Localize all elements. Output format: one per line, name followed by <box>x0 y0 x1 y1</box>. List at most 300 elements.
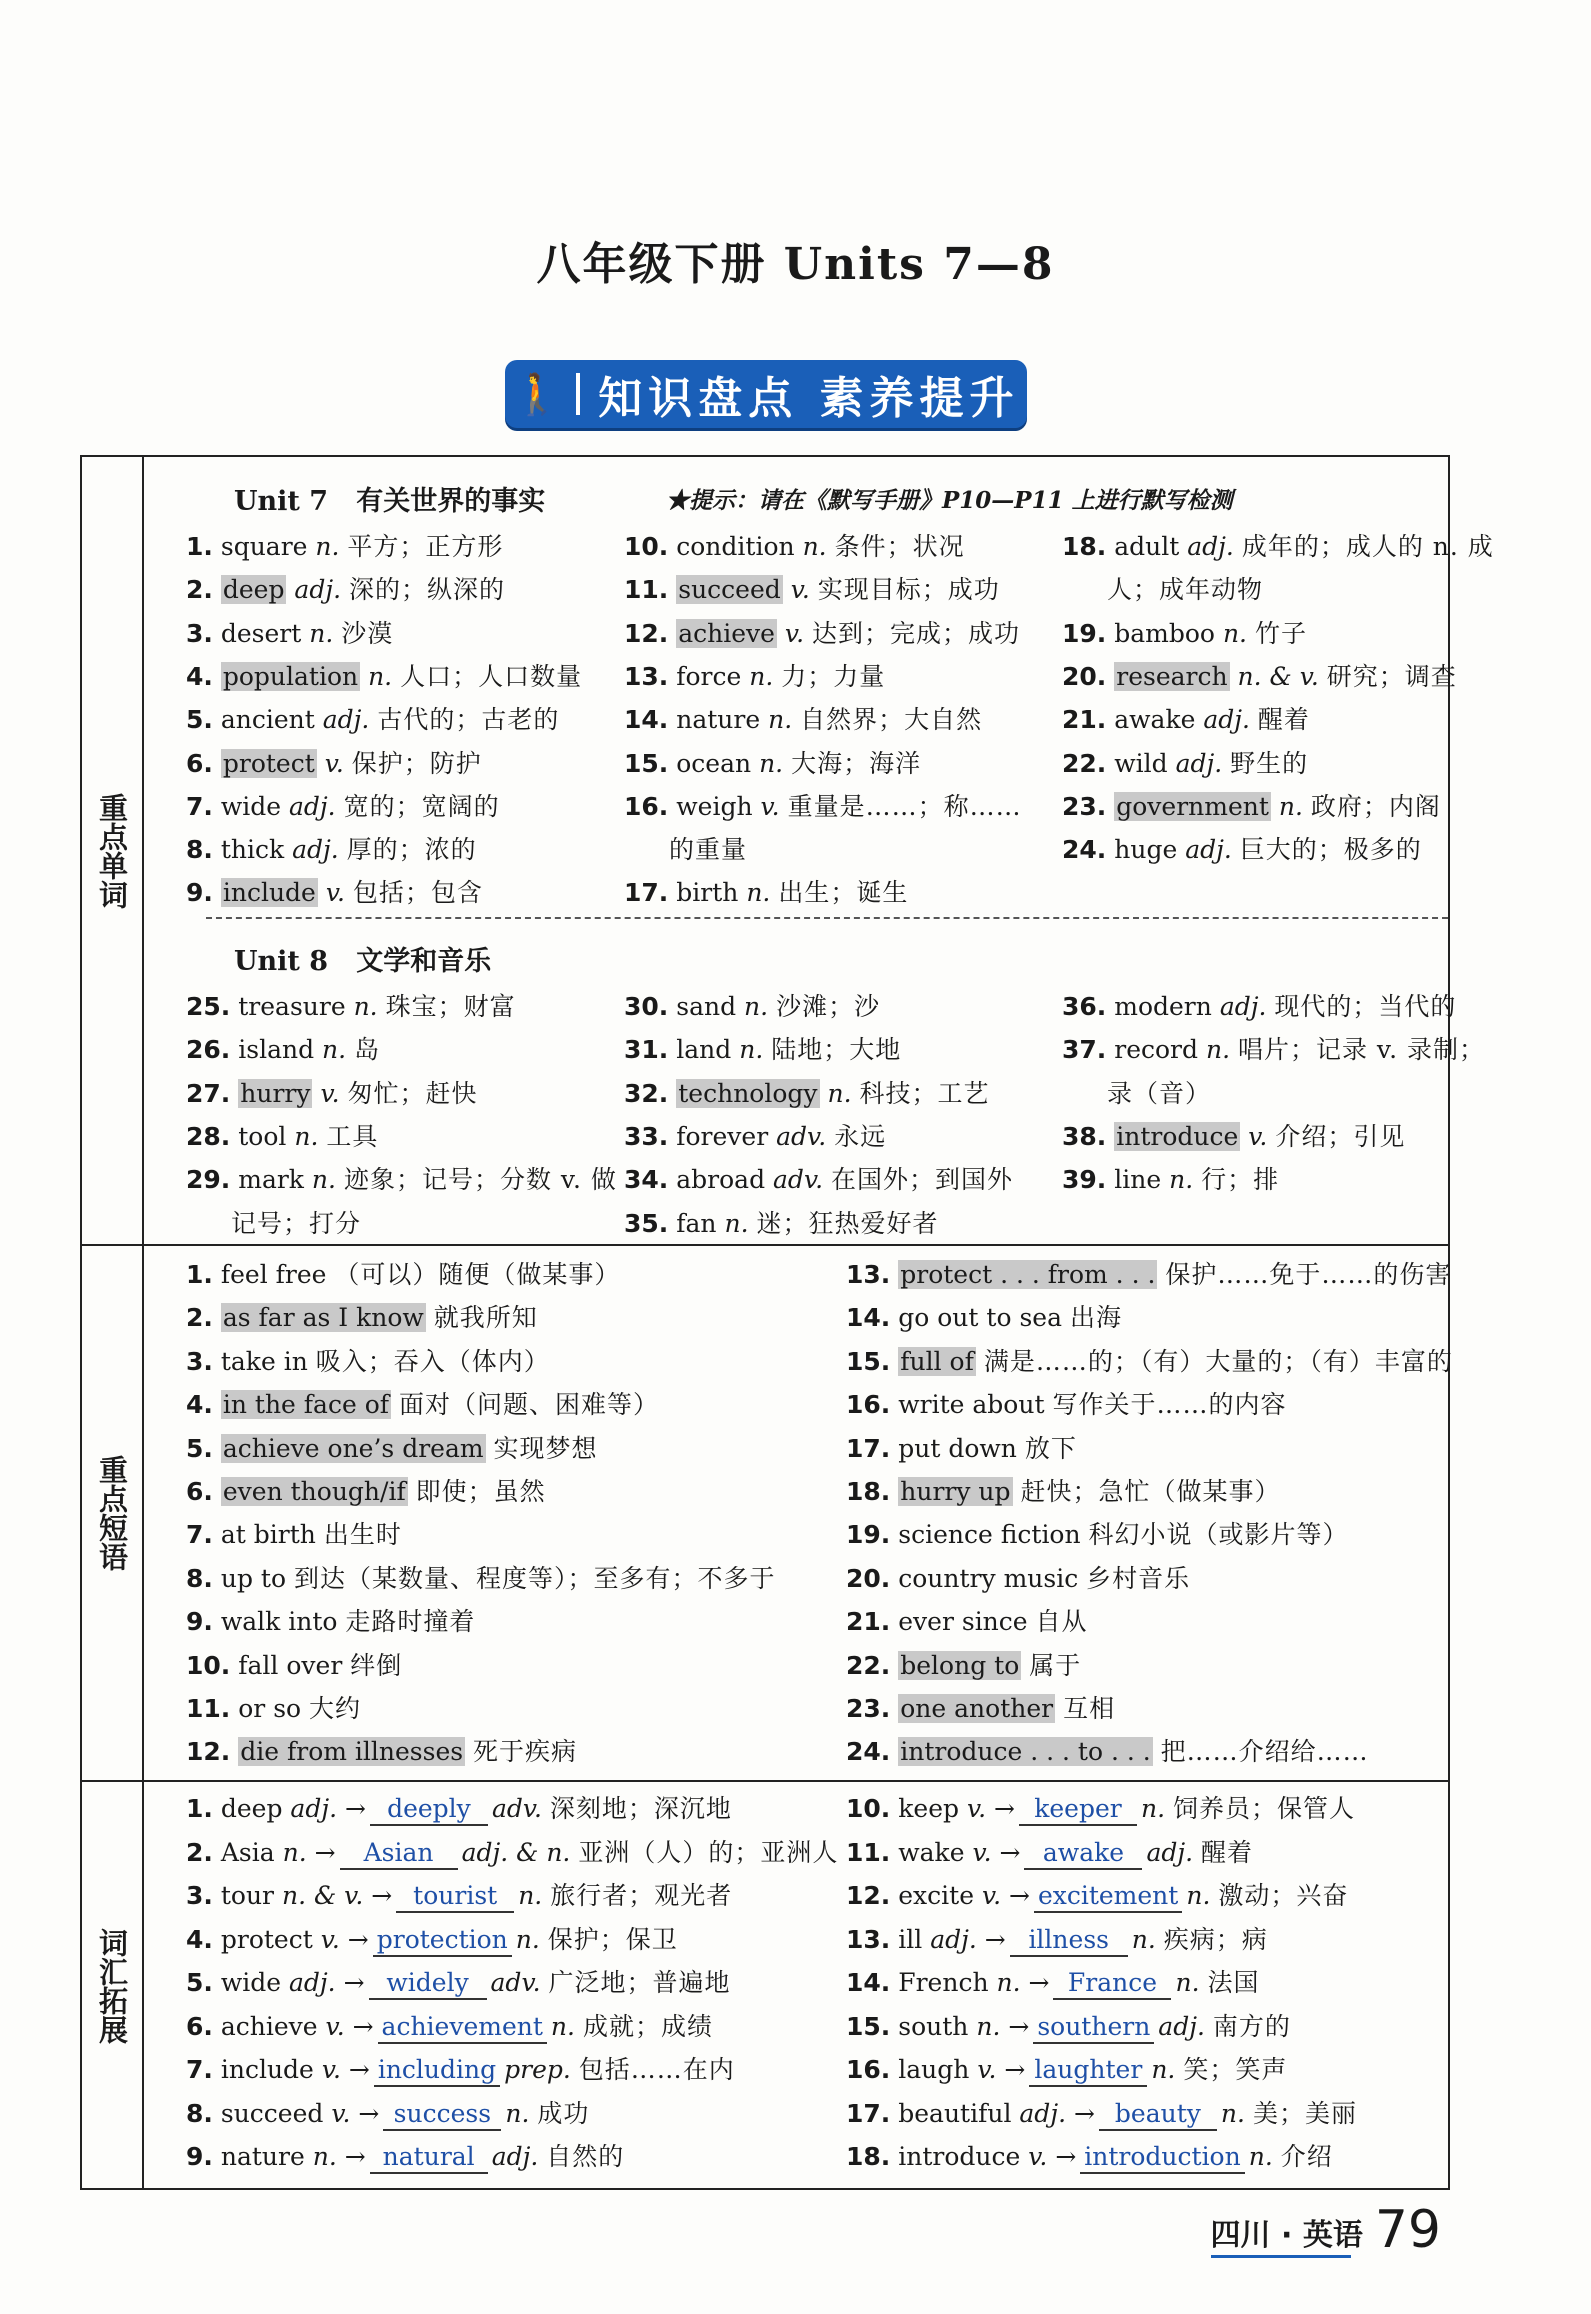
item-number: 24. <box>846 1737 891 1767</box>
chinese-meaning: 达到；完成；成功 <box>811 618 1020 648</box>
word-item <box>1062 1165 1279 1195</box>
phrase-item <box>186 1434 598 1464</box>
chinese-meaning: 平方；正方形 <box>347 532 504 561</box>
part-of-speech: n. & v. <box>281 1881 364 1910</box>
arrow-icon: → <box>371 1881 393 1910</box>
item-number: 4. <box>186 661 213 691</box>
answer-part-of-speech: n. <box>515 1924 540 1954</box>
chinese-meaning: 旅行者；观光者 <box>550 1881 733 1910</box>
part-of-speech: n. <box>744 992 769 1021</box>
part-of-speech: adj. <box>322 705 370 735</box>
phrase-item <box>846 1347 1453 1377</box>
arrow-icon: → <box>314 1837 336 1867</box>
chinese-meaning: 岛 <box>354 1035 381 1065</box>
english-word: hurry <box>240 1078 311 1108</box>
word-item <box>186 1165 617 1195</box>
phrase-item <box>186 1260 620 1290</box>
item-number: 4. <box>186 1390 213 1420</box>
chinese-meaning: 深的；纵深的 <box>348 575 505 605</box>
english-phrase: or so <box>238 1694 302 1723</box>
chinese-meaning: 成年的；成人的 n. 成 <box>1241 532 1494 561</box>
vocab-item <box>186 1881 732 1913</box>
english-phrase: as far as I know <box>222 1303 424 1333</box>
item-number: 13. <box>846 1924 891 1954</box>
answer-part-of-speech: adj. <box>1158 2011 1205 2041</box>
english-phrase: fall over <box>238 1650 343 1680</box>
chinese-meaning: 美；美丽 <box>1252 2098 1357 2128</box>
base-word: introduce <box>898 2142 1021 2171</box>
answer-blank: excitement <box>1034 1881 1182 1913</box>
item-number: 10. <box>186 1650 231 1680</box>
item-number: 3. <box>186 618 213 648</box>
word-item <box>1062 992 1456 1022</box>
answer-part-of-speech: n. <box>550 2011 575 2041</box>
english-word: sand <box>676 992 737 1021</box>
english-phrase: walk into <box>220 1607 338 1637</box>
arrow-icon: → <box>348 2055 370 2084</box>
part-of-speech: n. <box>739 1035 764 1065</box>
part-of-speech: n. <box>1222 618 1247 648</box>
phrase-item <box>186 1303 538 1333</box>
banner-title: 知识盘点 素养提升 <box>598 373 1020 424</box>
base-word: deep <box>220 1794 283 1823</box>
english-word: ancient <box>220 705 315 735</box>
chinese-meaning: 政府；内阁 <box>1310 791 1441 821</box>
answer-blank: keeper <box>1019 1794 1137 1826</box>
word-item <box>624 749 921 779</box>
vocab-item <box>846 1925 1268 1957</box>
answer-blank: tourist <box>396 1881 514 1913</box>
phrase-item <box>846 1520 1349 1550</box>
phrase-item <box>846 1651 1081 1681</box>
word-item <box>624 992 880 1022</box>
english-word: bamboo <box>1114 618 1215 648</box>
base-word: south <box>898 2011 969 2041</box>
item-number: 34. <box>624 1165 669 1195</box>
section-label-text: 词汇拓展 <box>95 1928 129 2044</box>
word-item <box>624 1209 939 1239</box>
content-frame <box>80 455 1494 2190</box>
part-of-speech: adj. <box>930 1924 977 1954</box>
phrase-item <box>186 1477 546 1507</box>
english-phrase: introduce . . . to . . . <box>900 1737 1151 1767</box>
chinese-meaning: 迹象；记号；分数 v. 做 <box>343 1165 617 1195</box>
chinese-meaning: 自然的 <box>546 2142 625 2171</box>
phrase-item <box>846 1477 1281 1507</box>
phrase-item <box>186 1390 659 1420</box>
english-word: record <box>1114 1035 1199 1065</box>
part-of-speech: n. <box>294 1121 319 1151</box>
item-number: 15. <box>846 2011 891 2041</box>
item-number: 12. <box>624 618 669 648</box>
word-item <box>186 749 482 779</box>
vocab-item <box>186 1925 678 1957</box>
phrase-item <box>186 1607 475 1637</box>
english-phrase: achieve one’s dream <box>222 1433 484 1463</box>
part-of-speech: v. <box>325 878 345 908</box>
english-phrase: even though/if <box>222 1477 406 1506</box>
part-of-speech: v. <box>784 618 805 648</box>
english-word: island <box>238 1035 315 1065</box>
footer-underline <box>1211 2255 1351 2258</box>
chinese-meaning: 重量是……；称…… <box>787 791 1022 821</box>
chinese-meaning: 在国外；到国外 <box>831 1165 1014 1195</box>
english-word: huge <box>1114 835 1178 865</box>
chinese-meaning: 宽的；宽阔的 <box>343 791 500 821</box>
item-number: 31. <box>624 1035 669 1065</box>
base-word: wide <box>220 1968 282 1997</box>
chinese-meaning: 吸入；吞入（体内） <box>315 1346 550 1376</box>
answer-part-of-speech: n. <box>1131 1924 1156 1954</box>
word-item <box>624 532 965 562</box>
answer-part-of-speech: adv. <box>490 1968 541 1997</box>
chinese-meaning: （可以）随便（做某事） <box>334 1260 621 1289</box>
item-number: 38. <box>1062 1121 1107 1151</box>
word-item <box>186 532 503 562</box>
arrow-icon: → <box>1028 1968 1050 1997</box>
chinese-meaning: 满是……的；（有）大量的；（有）丰富的 <box>983 1346 1453 1376</box>
base-word: succeed <box>220 2098 324 2128</box>
word-item <box>624 792 1022 822</box>
english-word: introduce <box>1116 1121 1239 1151</box>
arrow-icon: → <box>1004 2055 1026 2084</box>
answer-part-of-speech: adj. <box>491 2142 539 2171</box>
item-number: 3. <box>186 1881 213 1910</box>
chinese-meaning: 包括；包含 <box>352 878 483 908</box>
part-of-speech: v. <box>324 748 344 778</box>
chinese-meaning: 沙滩；沙 <box>776 992 881 1021</box>
item-number: 3. <box>186 1346 213 1376</box>
arrow-icon: → <box>352 2011 374 2041</box>
phrase-item <box>186 1520 402 1550</box>
dictation-tip: ★提示：请在《默写手册》P10—P11 上进行默写检测 <box>666 487 1233 514</box>
walker-icon: 🚶 <box>512 371 563 418</box>
section-banner <box>505 360 1027 428</box>
part-of-speech: v. <box>1248 1121 1268 1151</box>
part-of-speech: adj. <box>292 835 339 865</box>
part-of-speech: v. <box>321 2055 341 2084</box>
item-number: 6. <box>186 1477 213 1506</box>
chinese-meaning: 介绍 <box>1280 2142 1333 2171</box>
chinese-meaning: 醒着 <box>1201 1837 1254 1867</box>
word-item <box>624 1122 886 1152</box>
answer-blank: protection <box>373 1925 512 1957</box>
answer-blank: laughter <box>1029 2055 1147 2087</box>
item-number: 1. <box>186 1794 213 1823</box>
english-word: thick <box>220 835 285 865</box>
phrase-item <box>186 1737 577 1767</box>
phrase-item <box>186 1694 361 1724</box>
answer-blank: illness <box>1010 1925 1128 1957</box>
answer-blank: southern <box>1033 2012 1154 2044</box>
word-item <box>186 835 477 865</box>
part-of-speech: v. <box>977 2055 997 2084</box>
english-phrase: up to <box>220 1563 287 1593</box>
chinese-meaning: 科技；工艺 <box>859 1078 990 1108</box>
word-item <box>624 878 908 908</box>
chinese-meaning: 迷；狂热爱好者 <box>756 1208 939 1238</box>
chinese-meaning: 出海 <box>1069 1303 1122 1333</box>
word-item <box>186 1035 380 1065</box>
arrow-icon: → <box>984 1924 1006 1954</box>
english-word: land <box>676 1035 732 1065</box>
english-word: weigh <box>676 791 753 821</box>
chinese-meaning: 研究；调查 <box>1326 661 1457 691</box>
english-phrase: die from illnesses <box>240 1737 464 1767</box>
english-phrase: go out to sea <box>898 1303 1062 1333</box>
chinese-meaning: 人口；人口数量 <box>400 661 583 691</box>
arrow-icon: → <box>1055 2142 1077 2171</box>
english-word: modern <box>1114 992 1212 1021</box>
chinese-meaning: 沙漠 <box>341 618 394 648</box>
chinese-meaning: 实现梦想 <box>493 1433 598 1463</box>
word-continuation: 录（音） <box>1107 1078 1212 1108</box>
item-number: 21. <box>846 1607 891 1637</box>
english-word: ocean <box>676 748 752 778</box>
vocab-item <box>186 2012 713 2044</box>
item-number: 15. <box>846 1346 891 1376</box>
word-item <box>186 619 393 649</box>
chinese-meaning: 自然界；大自然 <box>800 705 983 735</box>
phrase-item <box>846 1607 1088 1637</box>
chinese-meaning: 保护；保卫 <box>547 1924 678 1954</box>
word-item <box>1062 705 1310 735</box>
item-number: 6. <box>186 748 213 778</box>
arrow-icon: → <box>1073 2098 1095 2128</box>
word-item <box>186 662 582 692</box>
part-of-speech: v. <box>790 575 810 605</box>
item-number: 20. <box>1062 661 1107 691</box>
chinese-meaning: 互相 <box>1063 1694 1116 1723</box>
part-of-speech: n. <box>996 1968 1021 1997</box>
item-number: 36. <box>1062 992 1107 1021</box>
arrow-icon: → <box>344 2142 366 2171</box>
word-item <box>624 1035 901 1065</box>
chinese-meaning: 饲养员；保管人 <box>1172 1794 1355 1823</box>
item-number: 11. <box>624 575 669 605</box>
item-number: 9. <box>186 878 213 908</box>
word-item <box>624 619 1020 649</box>
chinese-meaning: 匆忙；赶快 <box>347 1078 478 1108</box>
phrase-item <box>846 1303 1122 1333</box>
part-of-speech: n. <box>1169 1165 1194 1195</box>
english-word: technology <box>678 1078 818 1108</box>
item-number: 8. <box>186 2098 213 2128</box>
item-number: 10. <box>846 1794 891 1823</box>
base-word: laugh <box>898 2055 970 2084</box>
answer-part-of-speech: n. <box>1175 1968 1200 1997</box>
english-phrase: country music <box>898 1563 1079 1593</box>
page-title: 八年级下册 Units 7—8 <box>536 239 1055 290</box>
phrase-item <box>186 1347 550 1377</box>
banner-divider <box>576 373 580 415</box>
chinese-meaning: 介绍；引见 <box>1275 1121 1406 1151</box>
section-label-text: 重点短语 <box>95 1455 129 1571</box>
chinese-meaning: 即使；虽然 <box>415 1477 546 1506</box>
chinese-meaning: 到达（某数量、程度等）；至多有；不多于 <box>293 1563 776 1593</box>
chinese-meaning: 保护……免于……的伤害 <box>1165 1260 1452 1289</box>
answer-blank: deeply <box>370 1794 488 1826</box>
item-number: 19. <box>846 1520 891 1550</box>
base-word: French <box>898 1968 989 1997</box>
part-of-speech: n. <box>353 992 378 1021</box>
english-word: condition <box>676 532 795 561</box>
part-of-speech: n. <box>827 1078 852 1108</box>
vocab-item <box>186 2099 589 2131</box>
word-continuation: 的重量 <box>669 835 748 865</box>
item-number: 11. <box>846 1837 891 1867</box>
chinese-meaning: 赶快；急忙（做某事） <box>1020 1477 1281 1506</box>
answer-part-of-speech: n. <box>505 2098 530 2128</box>
part-of-speech: adj. <box>1019 2098 1067 2128</box>
chinese-meaning: 面对（问题、困难等） <box>398 1390 659 1420</box>
word-continuation: 人；成年动物 <box>1107 575 1264 605</box>
vocab-item <box>846 2012 1291 2044</box>
chinese-meaning: 激动；兴奋 <box>1218 1881 1349 1910</box>
vocab-extension-content <box>144 1782 1448 2190</box>
part-of-speech: n. <box>768 705 793 735</box>
chinese-meaning: 包括……在内 <box>578 2055 735 2084</box>
chinese-meaning: 工具 <box>326 1121 379 1151</box>
item-number: 16. <box>846 2055 891 2084</box>
item-number: 9. <box>186 2142 213 2171</box>
answer-blank: France <box>1053 1968 1171 2000</box>
english-word: adult <box>1114 532 1180 561</box>
part-of-speech: v. <box>325 2011 345 2041</box>
unit7-heading <box>234 479 545 518</box>
part-of-speech: adj. <box>290 1794 338 1823</box>
item-number: 25. <box>186 992 231 1021</box>
phrase-item <box>846 1694 1115 1724</box>
answer-part-of-speech: n. <box>518 1881 543 1910</box>
word-item <box>1062 749 1308 779</box>
item-number: 28. <box>186 1121 231 1151</box>
part-of-speech: n. <box>749 661 774 691</box>
part-of-speech: v. <box>1028 2142 1048 2171</box>
vocab-item <box>186 1838 838 1870</box>
item-number: 14. <box>624 705 669 735</box>
chinese-meaning: 野生的 <box>1230 748 1309 778</box>
part-of-speech: n. <box>312 2142 337 2171</box>
base-word: beautiful <box>898 2098 1012 2128</box>
word-item <box>624 1165 1013 1195</box>
part-of-speech: n. <box>746 878 771 908</box>
part-of-speech: adv. <box>773 1165 824 1195</box>
item-number: 8. <box>186 1563 213 1593</box>
chinese-meaning: 把……介绍给…… <box>1160 1737 1369 1767</box>
page-footer <box>1211 2200 1441 2260</box>
part-of-speech: adj. <box>294 575 342 605</box>
key-phrases-label <box>82 1246 144 1780</box>
item-number: 14. <box>846 1303 891 1333</box>
part-of-speech: v. <box>972 1837 992 1867</box>
word-item <box>186 575 505 605</box>
chinese-meaning: 成就；成绩 <box>582 2011 713 2041</box>
english-word: force <box>676 661 742 691</box>
word-item <box>186 1122 378 1152</box>
unit8-title: Unit 8 <box>234 946 329 977</box>
answer-blank: achievement <box>378 2012 547 2044</box>
chinese-meaning: 厚的；浓的 <box>346 835 477 865</box>
word-item <box>624 705 982 735</box>
base-word: nature <box>220 2142 305 2171</box>
answer-blank: including <box>374 2055 500 2087</box>
vocab-item <box>186 2142 624 2174</box>
answer-part-of-speech: n. <box>1151 2055 1176 2084</box>
part-of-speech: v. <box>331 2098 351 2128</box>
english-word: tool <box>238 1121 287 1151</box>
item-number: 7. <box>186 1520 213 1550</box>
answer-blank: natural <box>370 2142 488 2174</box>
item-number: 24. <box>1062 835 1107 865</box>
key-phrases-content <box>144 1246 1453 1780</box>
part-of-speech: v. <box>966 1794 987 1823</box>
vocab-item <box>186 2055 735 2087</box>
vocab-item <box>186 1968 731 2000</box>
item-number: 27. <box>186 1078 231 1108</box>
part-of-speech: adj. <box>1203 705 1250 735</box>
part-of-speech: adj. <box>1219 992 1267 1021</box>
chinese-meaning: 力；力量 <box>781 661 886 691</box>
arrow-icon: → <box>344 1794 366 1823</box>
english-word: fan <box>676 1208 717 1238</box>
item-number: 17. <box>846 1433 891 1463</box>
item-number: 16. <box>846 1390 891 1420</box>
english-phrase: feel free <box>220 1260 327 1289</box>
english-word: desert <box>220 618 302 648</box>
part-of-speech: n. <box>322 1035 347 1065</box>
word-item <box>186 878 483 908</box>
answer-part-of-speech: adj. & n. <box>461 1837 571 1867</box>
chinese-meaning: 唱片；记录 v. 录制； <box>1237 1035 1485 1065</box>
chinese-meaning: 死于疾病 <box>473 1737 578 1767</box>
item-number: 1. <box>186 532 213 561</box>
item-number: 5. <box>186 705 213 735</box>
chinese-meaning: 保护；防护 <box>351 748 482 778</box>
word-continuation: 记号；打分 <box>231 1208 362 1238</box>
phrase-item <box>846 1564 1190 1594</box>
word-item <box>624 1079 990 1109</box>
chinese-meaning: 南方的 <box>1212 2011 1291 2041</box>
item-number: 2. <box>186 1303 213 1333</box>
english-phrase: protect . . . from . . . <box>900 1260 1156 1289</box>
item-number: 5. <box>186 1433 213 1463</box>
item-number: 11. <box>186 1694 231 1723</box>
word-item <box>1062 1122 1405 1152</box>
item-number: 37. <box>1062 1035 1107 1065</box>
chinese-meaning: 出生；诞生 <box>778 878 909 908</box>
english-phrase: one another <box>900 1694 1054 1723</box>
vocab-extension-section <box>82 1780 1448 2190</box>
vocab-item <box>846 1881 1348 1913</box>
answer-part-of-speech: n. <box>1140 1794 1166 1823</box>
item-number: 26. <box>186 1035 231 1065</box>
item-number: 1. <box>186 1260 213 1289</box>
chinese-meaning: 现代的；当代的 <box>1274 992 1457 1021</box>
chinese-meaning: 广泛地；普遍地 <box>548 1968 731 1997</box>
item-number: 35. <box>624 1208 669 1238</box>
base-word: protect <box>220 1924 313 1954</box>
item-number: 22. <box>846 1650 891 1680</box>
arrow-icon: → <box>999 1837 1021 1867</box>
english-word: wild <box>1114 748 1168 778</box>
vocab-item <box>846 2142 1333 2174</box>
vocab-extension-label <box>82 1782 144 2190</box>
chinese-meaning: 古代的；古老的 <box>377 705 560 735</box>
english-phrase: science fiction <box>898 1520 1081 1550</box>
item-number: 22. <box>1062 748 1107 778</box>
section-label-text: 重点单词 <box>95 792 129 909</box>
